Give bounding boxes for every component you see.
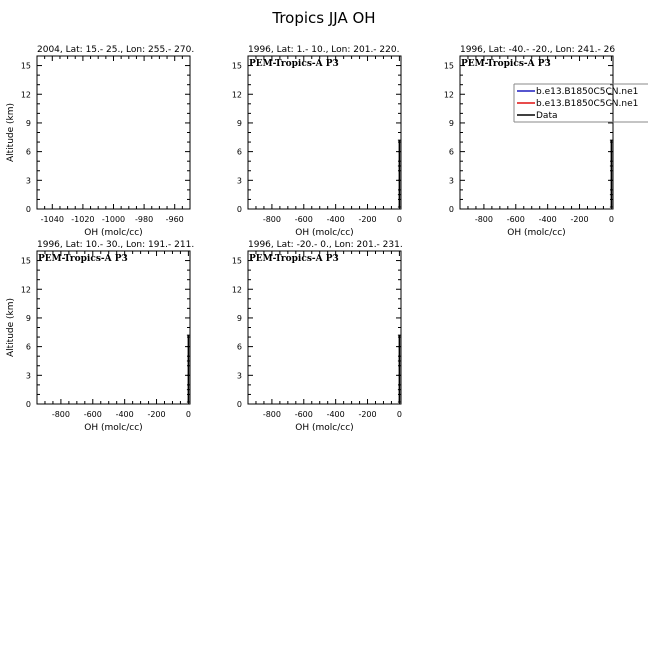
x-tick-label: -200 xyxy=(570,215,589,224)
y-tick-label: 3 xyxy=(236,371,242,381)
campaign-label: PEM-Tropics-A P3 xyxy=(249,254,339,264)
x-tick-label: -800 xyxy=(474,215,493,224)
x-tick-label: -1020 xyxy=(71,215,95,224)
legend-label: b.e13.B1850C5CN.ne1 xyxy=(536,87,639,97)
y-axis-label: Altitude (km) xyxy=(6,102,16,163)
x-tick-label: 0 xyxy=(396,215,402,224)
x-axis-label: OH (molc/cc) xyxy=(84,423,143,433)
x-tick-label: -800 xyxy=(51,410,70,419)
y-tick-label: 0 xyxy=(25,205,31,214)
figure-title: Tropics JJA OH xyxy=(272,9,376,27)
y-tick-label: 9 xyxy=(448,118,454,128)
plot-frame xyxy=(248,56,401,209)
x-tick-label: -1040 xyxy=(40,215,64,224)
x-tick-label: -600 xyxy=(83,410,102,419)
y-tick-label: 3 xyxy=(25,371,31,381)
x-tick-label: -200 xyxy=(358,215,377,224)
panel-title: 1996, Lat: -20.- 0., Lon: 201.- 231. xyxy=(248,240,403,250)
y-tick-label: 0 xyxy=(448,205,454,214)
y-tick-label: 15 xyxy=(20,61,31,71)
y-tick-label: 12 xyxy=(231,285,242,295)
y-tick-label: 9 xyxy=(236,313,242,323)
y-tick-label: 6 xyxy=(236,342,242,352)
x-tick-label: 0 xyxy=(396,410,402,419)
panel-2 xyxy=(232,45,402,238)
legend xyxy=(514,84,648,122)
y-tick-label: 12 xyxy=(443,90,454,100)
y-tick-label: 6 xyxy=(25,342,31,352)
campaign-label: PEM-Tropics-A P3 xyxy=(38,254,128,264)
x-tick-label: -400 xyxy=(115,410,134,419)
x-tick-label: -400 xyxy=(326,215,345,224)
x-tick-label: -400 xyxy=(326,410,345,419)
y-tick-label: 0 xyxy=(25,400,31,409)
y-tick-label: 3 xyxy=(236,176,242,186)
y-tick-label: 3 xyxy=(448,176,454,186)
y-tick-label: 9 xyxy=(236,118,242,128)
x-axis-label: OH (molc/cc) xyxy=(295,228,354,238)
x-axis-label: OH (molc/cc) xyxy=(507,228,566,238)
panel-title: 2004, Lat: 15.- 25., Lon: 255.- 270. xyxy=(37,45,195,55)
x-tick-label: -400 xyxy=(538,215,557,224)
x-tick-label: -600 xyxy=(294,215,313,224)
y-tick-label: 15 xyxy=(231,61,242,71)
x-tick-label: -200 xyxy=(147,410,166,419)
y-tick-label: 12 xyxy=(20,90,31,100)
y-tick-label: 0 xyxy=(236,400,242,409)
y-tick-label: 15 xyxy=(443,61,454,71)
y-tick-label: 12 xyxy=(231,90,242,100)
x-axis-label: OH (molc/cc) xyxy=(295,423,354,433)
x-tick-label: -960 xyxy=(165,215,184,224)
campaign-label: PEM-Tropics-A P3 xyxy=(461,59,551,69)
panel-title: 1996, Lat: 10.- 30., Lon: 191.- 211. xyxy=(37,240,195,250)
y-axis-label: Altitude (km) xyxy=(6,297,16,358)
y-tick-label: 15 xyxy=(20,256,31,266)
x-tick-label: 0 xyxy=(608,215,614,224)
x-axis-label: OH (molc/cc) xyxy=(84,228,143,238)
y-tick-label: 6 xyxy=(448,147,454,157)
x-tick-label: -800 xyxy=(262,215,281,224)
y-tick-label: 9 xyxy=(25,118,31,128)
x-tick-label: -1000 xyxy=(101,215,126,224)
campaign-label: PEM-Tropics-A P3 xyxy=(249,59,339,69)
panel-3 xyxy=(444,45,616,238)
x-tick-label: -600 xyxy=(506,215,525,224)
x-tick-label: -600 xyxy=(294,410,313,419)
panel-title: 1996, Lat: 1.- 10., Lon: 201.- 220. xyxy=(248,45,400,55)
plot-frame xyxy=(37,251,190,404)
y-tick-label: 9 xyxy=(25,313,31,323)
plot-frame xyxy=(460,56,613,209)
y-tick-label: 6 xyxy=(236,147,242,157)
x-tick-label: -200 xyxy=(358,410,377,419)
x-tick-label: 0 xyxy=(185,410,191,419)
panel-4 xyxy=(6,240,194,433)
y-tick-label: 3 xyxy=(25,176,31,186)
y-tick-label: 0 xyxy=(236,205,242,214)
plot-frame xyxy=(37,56,190,209)
plot-frame xyxy=(248,251,401,404)
x-tick-label: -800 xyxy=(262,410,281,419)
y-tick-label: 12 xyxy=(20,285,31,295)
y-tick-label: 6 xyxy=(25,147,31,157)
legend-label: b.e13.B1850C5CN.ne1 xyxy=(536,99,639,109)
panel-1 xyxy=(6,45,194,238)
panel-title: 1996, Lat: -40.- -20., Lon: 241.- 26 xyxy=(460,45,616,55)
legend-label: Data xyxy=(536,111,558,121)
x-tick-label: -980 xyxy=(135,215,154,224)
y-tick-label: 15 xyxy=(231,256,242,266)
panel-5 xyxy=(232,240,403,433)
